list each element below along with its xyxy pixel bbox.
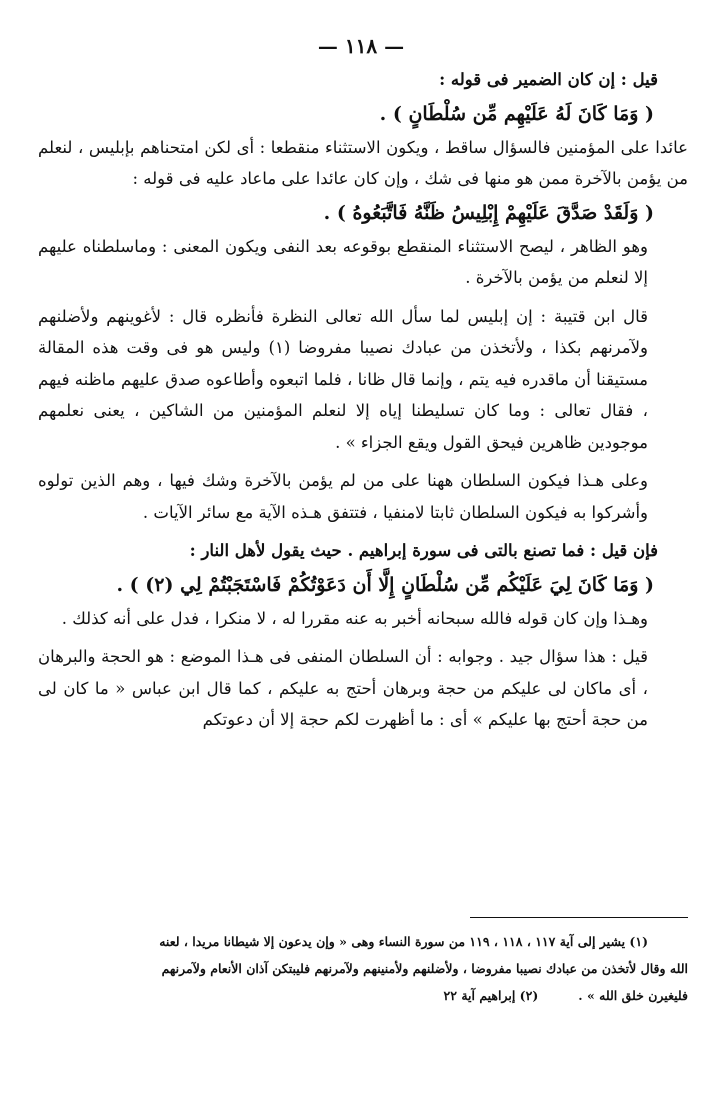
footnote-1-line-1: (١) يشير إلى آية ١١٧ ، ١١٨ ، ١١٩ من سورة النساء وهى « وإن يدعون إلا شيطانا مريدا ، لعنه bbox=[159, 934, 648, 949]
paragraph-interpretation: وهو الظاهر ، ليصح الاستثناء المنقطع بوقوعه بعد النفى ويكون المعنى : وماسلطناه عليهم إلا لنعلم من يؤمن بالآخرة . bbox=[38, 236, 648, 287]
quran-verse-1: ( وَمَا كَانَ لَهُ عَلَيْهِم مِّن سُلْطَانٍ ) . bbox=[379, 102, 654, 125]
quran-verse-2: ( وَلَقَدْ صَدَّقَ عَلَيْهِمْ إِبْلِيسُ ظَنَّهُ فَاتَّبَعُوهُ ) . bbox=[323, 201, 654, 224]
footnote-divider bbox=[470, 917, 688, 918]
paragraph-answer-1: عائدا على المؤمنين فالسؤال ساقط ، ويكون الاستثناء منقطعا : أى لكن امتحناهم بإبليس ، لنعلم من يؤمن بالآخرة ممن هو منها فى شك ، وإن كان عائدا على ماعاد عليه فى قوله : bbox=[38, 137, 688, 188]
paragraph-ibn-qutayba: قال ابن قتيبة : إن إبليس لما سأل الله تعالى النظرة فأنظره قال : لأغوينهم ولأضلنهم ولآمرنهم بكذا ، ولأتخذن من عبادك نصيبا مفروضا (١) وليس هو فى وقت هذه المقالة مستيقنا أن ماقدره فيه يتم ، وإنما قال ظانا ، فلما اتبعوه وأطاعوه صدق عليهم ماظنه فيهم ، فقال تعالى : وما كان تسليطنا إياه إلا لنعلم المؤمنين من الشاكين ، يعنى نعلمهم موجودين ظاهرين فيحق القول ويقع الجزاء » . bbox=[38, 306, 649, 452]
footnotes bbox=[42, 928, 688, 1009]
page-number: — ١١٨ — bbox=[317, 34, 405, 58]
paragraph-question-2: فإن قيل : فما تصنع بالتى فى سورة إبراهيم . حيث يقول لأهل النار : bbox=[189, 541, 658, 560]
paragraph-question-1: قيل : إن كان الضمير فى قوله : bbox=[439, 70, 658, 89]
quran-verse-3: ( وَمَا كَانَ لِيَ عَلَيْكُم مِّن سُلْطَانٍ إِلَّا أَن دَعَوْتُكُمْ فَاسْتَجَبْتُمْ لِي (٢) ) . bbox=[116, 573, 654, 596]
footnote-row bbox=[42, 982, 688, 1009]
main-text bbox=[38, 64, 688, 736]
footnote-2: (٢) إبراهيم آية ٢٢ bbox=[443, 988, 539, 1003]
footnote-1-line-2: الله وقال لأتخذن من عبادك نصيبا مفروضا ، ولأضلنهم ولأمنينهم ولآمرنهم فليبتكن آذان الأنعام ولآمرنهم bbox=[161, 961, 688, 976]
footnote-1-line-3: فليغيرن خلق الله » . bbox=[578, 988, 688, 1003]
paragraph-conclusion: وعلى هـذا فيكون السلطان ههنا على من لم يؤمن بالآخرة وشك فيها ، وهم الذين تولوه وأشركوا به فيكون السلطان ثابتا لامنفيا ، فتتفق هـذه الآية مع سائر الآيات . bbox=[38, 471, 648, 522]
paragraph-objection: وهـذا وإن كان قوله فالله سبحانه أخبر به عنه مقررا له ، لا منكرا ، فدل على أنه كذلك . bbox=[61, 608, 648, 628]
paragraph-answer-2: قيل : هذا سؤال جيد . وجوابه : أن السلطان المنفى فى هـذا الموضع : هو الحجة والبرهان ، أى ماكان لى عليكم من حجة وبرهان أحتج به عليكم ، كما قال ابن عباس « ما كان لى من حجة أحتج بها عليكم » أى : ما أظهرت لكم حجة إلا أن دعوتكم bbox=[38, 647, 648, 729]
